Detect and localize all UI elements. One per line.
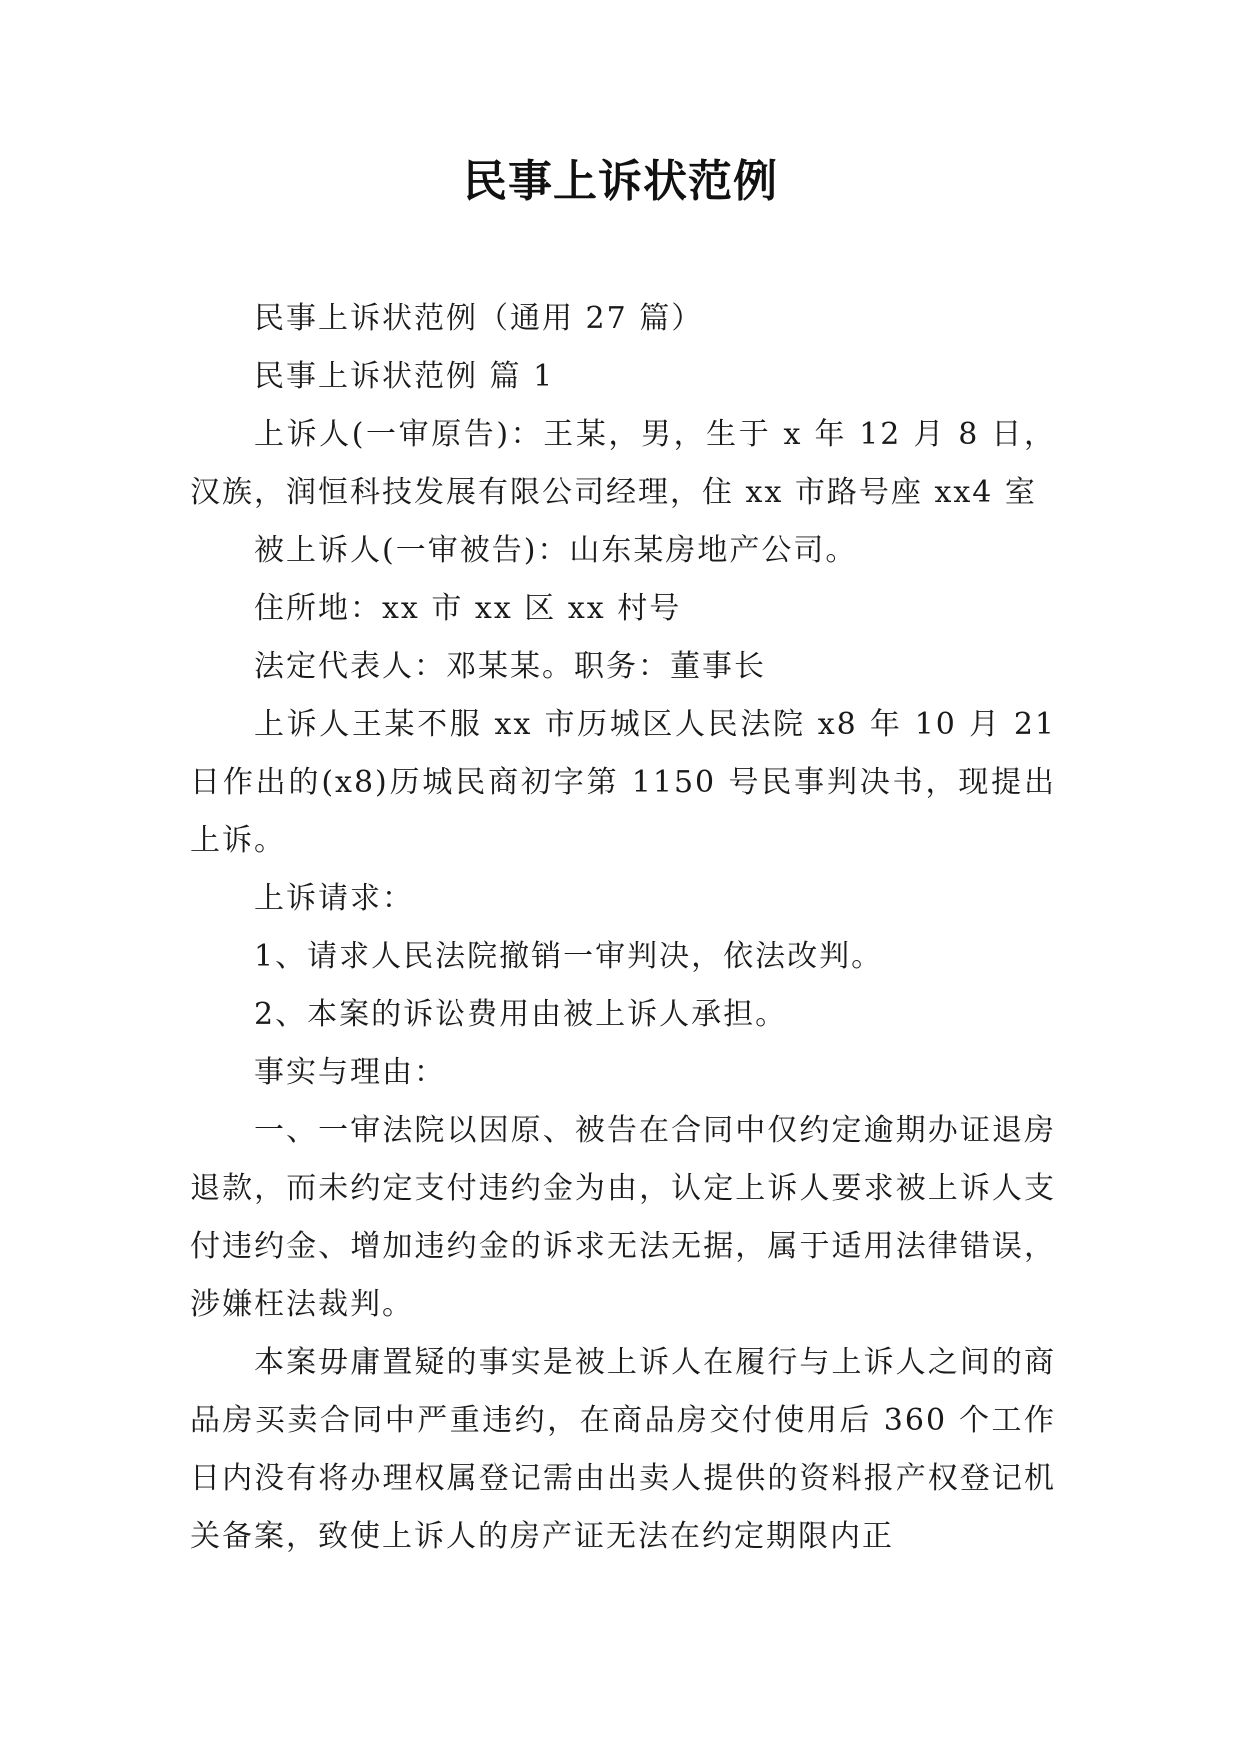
appeal-request-item: 2、本案的诉讼费用由被上诉人承担。	[254, 997, 788, 1032]
section-heading: 民事上诉状范例 篇 1	[254, 359, 555, 394]
appeal-statement: 上诉人王某不服 xx 市历城区人民法院 x8 年 10 月 21 日作出的(x8)历城民商初字第 1150 号民事判决书，现提出上诉。	[190, 707, 1056, 858]
reason-paragraph: 本案毋庸置疑的事实是被上诉人在履行与上诉人之间的商品房买卖合同中严重违约，在商品房交付使用后 360 个工作日内没有将办理权属登记需由出卖人提供的资料报产权登记机关备案，致使上诉人的房产证无法在约定期限内正	[190, 1345, 1056, 1554]
appellant-info: 上诉人(一审原告)：王某，男，生于 x 年 12 月 8 日，汉族，润恒科技发展有限公司经理，住 xx 市路号座 xx4 室	[190, 417, 1056, 510]
appellee-info: 被上诉人(一审被告)：山东某房地产公司。	[254, 533, 858, 568]
document-body	[190, 290, 1056, 1566]
appeal-request-item: 1、请求人民法院撤销一审判决，依法改判。	[254, 939, 884, 974]
reason-paragraph: 一、一审法院以因原、被告在合同中仅约定逾期办证退房退款，而未约定支付违约金为由，认定上诉人要求被上诉人支付违约金、增加违约金的诉求无法无据，属于适用法律错误，涉嫌枉法裁判。	[190, 1113, 1056, 1322]
appeal-requests-heading: 上诉请求：	[254, 881, 414, 916]
document-title: 民事上诉状范例	[463, 156, 778, 207]
subtitle-line: 民事上诉状范例（通用 27 篇）	[254, 301, 704, 336]
legal-representative: 法定代表人：邓某某。职务：董事长	[254, 649, 766, 684]
facts-reasons-heading: 事实与理由：	[254, 1055, 446, 1090]
appellee-address: 住所地：xx 市 xx 区 xx 村号	[254, 591, 682, 626]
